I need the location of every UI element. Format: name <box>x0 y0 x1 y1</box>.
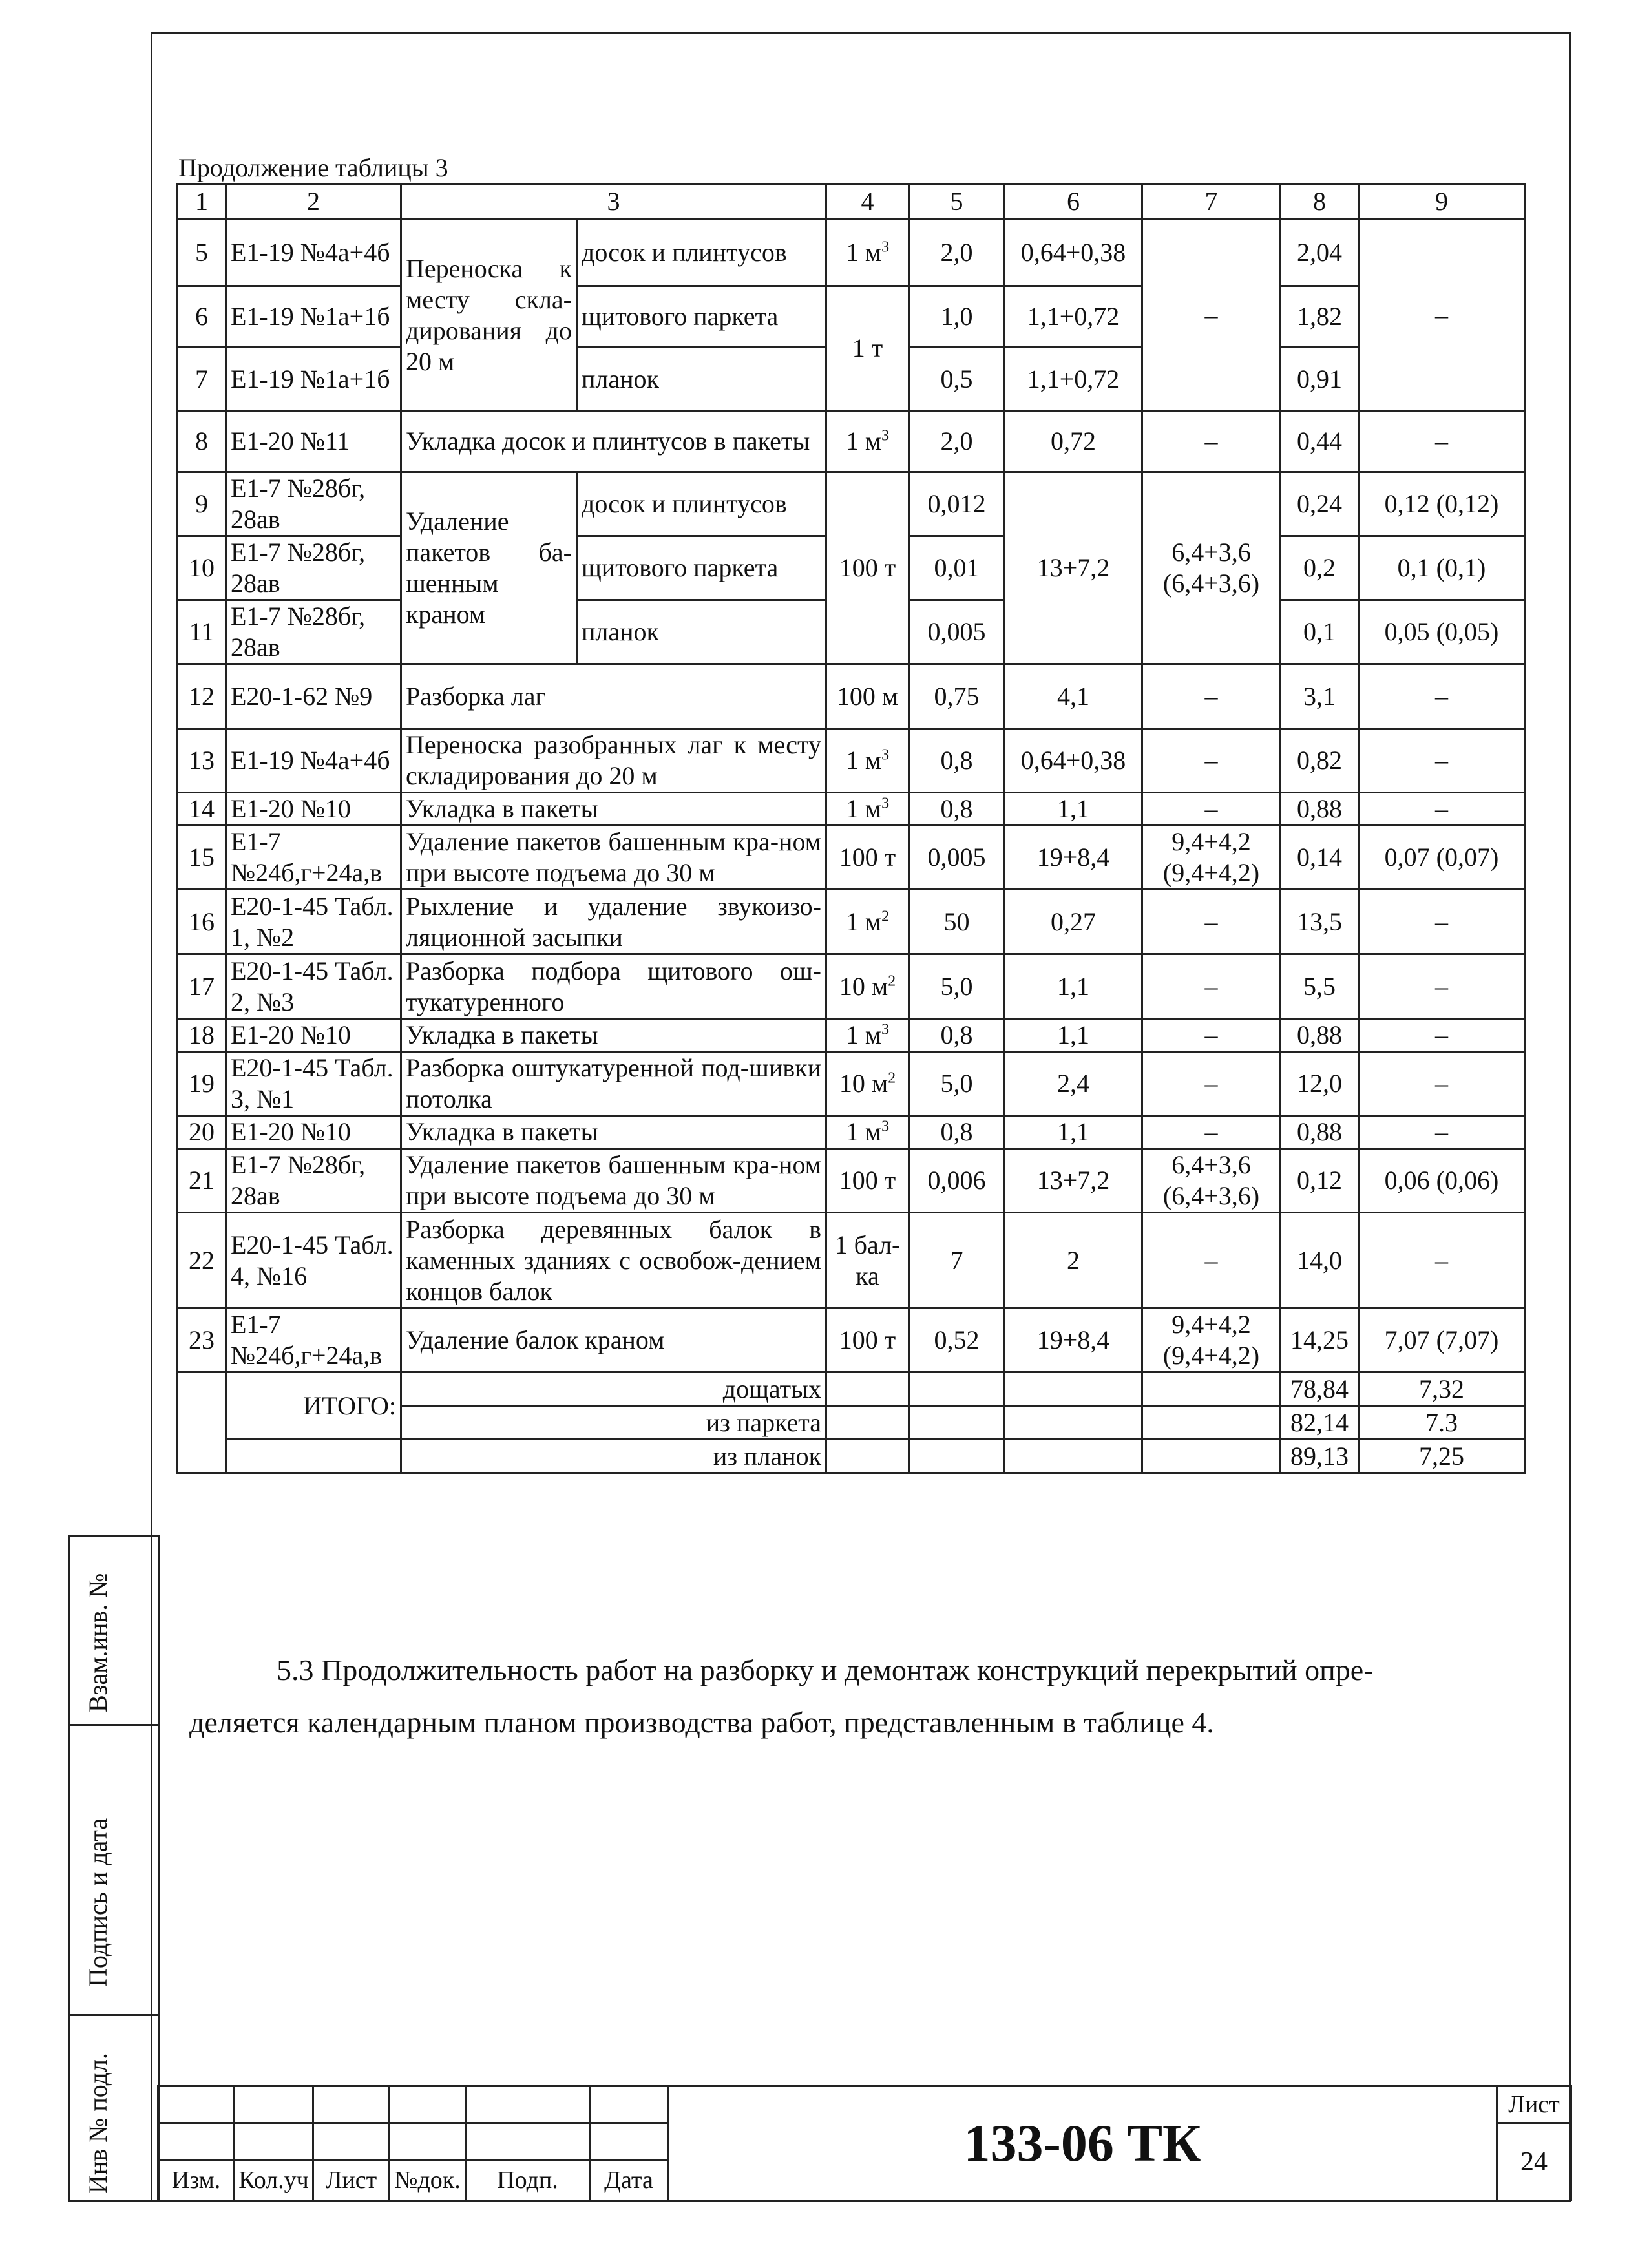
row-number: 5 <box>178 220 226 286</box>
quantity: 0,8 <box>909 1019 1005 1052</box>
machine-time: 6,4+3,6 (6,4+3,6) <box>1142 1149 1281 1213</box>
norm-code: Е1-7 №28бг, 28ав <box>226 1149 401 1213</box>
unit: 1 $м^3$ <box>826 729 909 793</box>
stamp-cell <box>590 2086 668 2123</box>
totals-labor: 89,13 <box>1281 1440 1359 1473</box>
norm-code: Е20-1-45 Табл. 2, №3 <box>226 954 401 1019</box>
norm-time: 0,72 <box>1005 411 1142 472</box>
machine-hours: – <box>1359 729 1525 793</box>
stamp-column-label: Дата <box>590 2160 668 2200</box>
stamp-cell <box>466 2123 590 2160</box>
machine-time: 9,4+4,2 (9,4+4,2) <box>1142 1308 1281 1372</box>
quantity: 7 <box>909 1213 1005 1308</box>
norm-time: 1,1+0,72 <box>1005 348 1142 411</box>
labor-cost: 14,25 <box>1281 1308 1359 1372</box>
quantity: 0,012 <box>909 472 1005 536</box>
unit: 1 $м^3$ <box>826 220 909 286</box>
paragraph-line-2: деляется календарным планом производства работ, представленным в таблице 4. <box>189 1705 1214 1739</box>
row-number: 8 <box>178 411 226 472</box>
table-row <box>178 220 1525 286</box>
column-header: 6 <box>1005 184 1142 220</box>
row-number: 12 <box>178 664 226 729</box>
row-number: 16 <box>178 890 226 954</box>
works-table <box>176 183 1526 1474</box>
norm-code: Е20-1-45 Табл. 3, №1 <box>226 1052 401 1116</box>
totals-name: из паркета <box>401 1406 826 1440</box>
labor-cost: 3,1 <box>1281 664 1359 729</box>
labor-cost: 13,5 <box>1281 890 1359 954</box>
table-row <box>178 286 1525 348</box>
machine-time: – <box>1142 664 1281 729</box>
unit: 1 $м^2$ <box>826 890 909 954</box>
machine-time: – <box>1142 793 1281 826</box>
machine-hours: 0,06 (0,06) <box>1359 1149 1525 1213</box>
column-header: 2 <box>226 184 401 220</box>
column-header: 4 <box>826 184 909 220</box>
row-number: 19 <box>178 1052 226 1116</box>
totals-labor: 78,84 <box>1281 1372 1359 1406</box>
table-row <box>178 1149 1525 1213</box>
norm-time: 1,1 <box>1005 1019 1142 1052</box>
table-cell <box>1005 1406 1142 1440</box>
work-description: Разборка деревянных балок в каменных зданиях с освобож-дением концов балок <box>401 1213 826 1308</box>
machine-time: – <box>1142 890 1281 954</box>
quantity: 0,75 <box>909 664 1005 729</box>
work-description: Переноска к месту скла-дирования до 20 м <box>401 220 577 411</box>
column-header: 1 <box>178 184 226 220</box>
machine-hours: – <box>1359 411 1525 472</box>
table-row <box>178 954 1525 1019</box>
row-number: 7 <box>178 348 226 411</box>
machine-hours: – <box>1359 1213 1525 1308</box>
quantity: 0,005 <box>909 826 1005 890</box>
work-description: Удаление пакетов башенным кра-ном при высоте подъема до 30 м <box>401 1149 826 1213</box>
quantity: 0,8 <box>909 729 1005 793</box>
side-label-podpis: Подпись и дата <box>83 1818 112 1987</box>
norm-code: Е1-20 №10 <box>226 1116 401 1149</box>
quantity: 0,006 <box>909 1149 1005 1213</box>
quantity: 5,0 <box>909 1052 1005 1116</box>
table-row <box>178 1213 1525 1308</box>
row-number: 11 <box>178 600 226 664</box>
work-subitem: досок и плинтусов <box>577 220 826 286</box>
table-row <box>178 890 1525 954</box>
table-row <box>178 411 1525 472</box>
quantity: 1,0 <box>909 286 1005 348</box>
stamp-cell <box>158 2086 235 2123</box>
quantity: 0,52 <box>909 1308 1005 1372</box>
labor-cost: 0,88 <box>1281 793 1359 826</box>
labor-cost: 1,82 <box>1281 286 1359 348</box>
stamp-cell <box>390 2123 466 2160</box>
machine-hours: 0,1 (0,1) <box>1359 536 1525 600</box>
unit: 1 бал-ка <box>826 1213 909 1308</box>
row-number: 22 <box>178 1213 226 1308</box>
labor-cost: 0,91 <box>1281 348 1359 411</box>
machine-hours: 0,12 (0,12) <box>1359 472 1525 536</box>
row-number: 20 <box>178 1116 226 1149</box>
work-description: Переноска разобранных лаг к месту складирования до 20 м <box>401 729 826 793</box>
title-block <box>157 2085 1572 2201</box>
table-cell <box>1142 1406 1281 1440</box>
quantity: 2,0 <box>909 411 1005 472</box>
table-caption: Продолжение таблицы 3 <box>178 153 448 182</box>
machine-hours: – <box>1359 1052 1525 1116</box>
column-header: 9 <box>1359 184 1525 220</box>
table-cell <box>909 1406 1005 1440</box>
stamp-cell <box>235 2086 313 2123</box>
row-number: 18 <box>178 1019 226 1052</box>
work-subitem: щитового паркета <box>577 286 826 348</box>
machine-time: 6,4+3,6 (6,4+3,6) <box>1142 472 1281 664</box>
norm-code: Е1-7 №28бг, 28ав <box>226 600 401 664</box>
norm-time: 0,64+0,38 <box>1005 729 1142 793</box>
stamp-cell <box>313 2123 390 2160</box>
quantity: 0,5 <box>909 348 1005 411</box>
totals-machine-hours: 7,32 <box>1359 1372 1525 1406</box>
stamp-cell <box>590 2123 668 2160</box>
totals-name: дощатых <box>401 1372 826 1406</box>
row-number: 13 <box>178 729 226 793</box>
unit: 1 $м^3$ <box>826 1019 909 1052</box>
column-header: 5 <box>909 184 1005 220</box>
totals-name: из планок <box>401 1440 826 1473</box>
machine-hours: 7,07 (7,07) <box>1359 1308 1525 1372</box>
totals-labor: 82,14 <box>1281 1406 1359 1440</box>
machine-hours: – <box>1359 664 1525 729</box>
totals-label: ИТОГО: <box>226 1372 401 1440</box>
unit: 100 т <box>826 826 909 890</box>
labor-cost: 14,0 <box>1281 1213 1359 1308</box>
row-number: 23 <box>178 1308 226 1372</box>
machine-time: – <box>1142 220 1281 411</box>
norm-time: 4,1 <box>1005 664 1142 729</box>
row-number: 15 <box>178 826 226 890</box>
side-divider-1 <box>68 1724 160 1726</box>
norm-time: 0,64+0,38 <box>1005 220 1142 286</box>
labor-cost: 0,14 <box>1281 826 1359 890</box>
norm-time: 1,1 <box>1005 793 1142 826</box>
table-row <box>178 1019 1525 1052</box>
labor-cost: 0,24 <box>1281 472 1359 536</box>
quantity: 50 <box>909 890 1005 954</box>
quantity: 0,8 <box>909 1116 1005 1149</box>
table-cell <box>178 1372 226 1473</box>
labor-cost: 0,88 <box>1281 1019 1359 1052</box>
stamp-column-label: №док. <box>390 2160 466 2200</box>
norm-time: 19+8,4 <box>1005 1308 1142 1372</box>
norm-time: 0,27 <box>1005 890 1142 954</box>
machine-time: – <box>1142 954 1281 1019</box>
stamp-column-label: Кол.уч <box>235 2160 313 2200</box>
unit: 10 $м^2$ <box>826 954 909 1019</box>
work-subitem: щитового паркета <box>577 536 826 600</box>
work-description: Разборка подбора щитового ош-тукатуренного <box>401 954 826 1019</box>
side-divider-2 <box>68 2014 160 2016</box>
work-description: Укладка в пакеты <box>401 1116 826 1149</box>
labor-cost: 0,12 <box>1281 1149 1359 1213</box>
sheet-label: Лист <box>1497 2086 1571 2123</box>
work-description: Разборка оштукатуренной под-шивки потолка <box>401 1052 826 1116</box>
work-description: Разборка лаг <box>401 664 826 729</box>
unit: 100 м <box>826 664 909 729</box>
norm-code: Е20-1-62 №9 <box>226 664 401 729</box>
norm-code: Е20-1-45 Табл. 1, №2 <box>226 890 401 954</box>
labor-cost: 0,1 <box>1281 600 1359 664</box>
row-number: 21 <box>178 1149 226 1213</box>
machine-time: – <box>1142 1213 1281 1308</box>
table-row <box>178 1308 1525 1372</box>
unit: 100 т <box>826 1308 909 1372</box>
work-description: Удаление балок краном <box>401 1308 826 1372</box>
work-description: Удаление пакетов башенным кра-ном при высоте подъема до 30 м <box>401 826 826 890</box>
paragraph-line-1: 5.3 Продолжительность работ на разборку и демонтаж конструкций перекрытий опре- <box>277 1654 1374 1686</box>
totals-row <box>178 1440 1525 1473</box>
table-cell <box>1005 1372 1142 1406</box>
table-row <box>178 1052 1525 1116</box>
unit: 100 т <box>826 472 909 664</box>
row-number: 10 <box>178 536 226 600</box>
labor-cost: 0,2 <box>1281 536 1359 600</box>
quantity: 0,005 <box>909 600 1005 664</box>
work-subitem: планок <box>577 600 826 664</box>
stamp-cell <box>235 2123 313 2160</box>
labor-cost: 0,44 <box>1281 411 1359 472</box>
norm-time: 1,1+0,72 <box>1005 286 1142 348</box>
machine-time: – <box>1142 1116 1281 1149</box>
machine-time: – <box>1142 1019 1281 1052</box>
machine-hours: 0,07 (0,07) <box>1359 826 1525 890</box>
table-row <box>178 826 1525 890</box>
row-number: 14 <box>178 793 226 826</box>
norm-code: Е20-1-45 Табл. 4, №16 <box>226 1213 401 1308</box>
document-code: 133-06 ТК <box>668 2086 1497 2201</box>
stamp-cell <box>158 2123 235 2160</box>
machine-time: – <box>1142 411 1281 472</box>
table-cell <box>1142 1372 1281 1406</box>
labor-cost: 5,5 <box>1281 954 1359 1019</box>
norm-code: Е1-20 №10 <box>226 793 401 826</box>
table-row <box>178 793 1525 826</box>
labor-cost: 12,0 <box>1281 1052 1359 1116</box>
norm-code: Е1-20 №11 <box>226 411 401 472</box>
unit: 1 т <box>826 286 909 411</box>
column-header: 3 <box>401 184 826 220</box>
unit: 1 $м^3$ <box>826 793 909 826</box>
labor-cost: 2,04 <box>1281 220 1359 286</box>
totals-machine-hours: 7,25 <box>1359 1440 1525 1473</box>
table-cell <box>1142 1440 1281 1473</box>
machine-time: 9,4+4,2 (9,4+4,2) <box>1142 826 1281 890</box>
norm-time: 1,1 <box>1005 1116 1142 1149</box>
side-label-vzam: Взам.инв. № <box>83 1573 112 1712</box>
machine-hours: 0,05 (0,05) <box>1359 600 1525 664</box>
quantity: 0,01 <box>909 536 1005 600</box>
norm-code: Е1-19 №1а+1б <box>226 286 401 348</box>
labor-cost: 0,82 <box>1281 729 1359 793</box>
norm-time: 1,1 <box>1005 954 1142 1019</box>
norm-code: Е1-19 №4а+4б <box>226 220 401 286</box>
work-description: Удаление пакетов ба-шенным краном <box>401 472 577 664</box>
machine-hours: – <box>1359 1019 1525 1052</box>
table-row <box>178 664 1525 729</box>
norm-code: Е1-7 №28бг, 28ав <box>226 536 401 600</box>
table-cell <box>909 1372 1005 1406</box>
stamp-column-label: Подп. <box>466 2160 590 2200</box>
table-cell <box>1005 1440 1142 1473</box>
table-cell <box>826 1406 909 1440</box>
table-row <box>178 1116 1525 1149</box>
work-description: Укладка в пакеты <box>401 793 826 826</box>
unit: 1 $м^3$ <box>826 411 909 472</box>
machine-hours: – <box>1359 1116 1525 1149</box>
totals-row <box>178 1372 1525 1406</box>
row-number: 9 <box>178 472 226 536</box>
work-description: Укладка в пакеты <box>401 1019 826 1052</box>
machine-hours: – <box>1359 890 1525 954</box>
unit: 1 $м^3$ <box>826 1116 909 1149</box>
sheet-number: 24 <box>1497 2123 1571 2201</box>
machine-hours: – <box>1359 793 1525 826</box>
totals-machine-hours: 7.3 <box>1359 1406 1525 1440</box>
side-label-inv: Инв № подл. <box>83 2053 112 2194</box>
norm-time: 2,4 <box>1005 1052 1142 1116</box>
stamp-cell <box>390 2086 466 2123</box>
stamp-cell <box>313 2086 390 2123</box>
norm-code: Е1-7 №28бг, 28ав <box>226 472 401 536</box>
quantity: 5,0 <box>909 954 1005 1019</box>
work-subitem: досок и плинтусов <box>577 472 826 536</box>
stamp-column-label: Лист <box>313 2160 390 2200</box>
norm-code: Е1-7 №24б,г+24а,в <box>226 1308 401 1372</box>
quantity: 2,0 <box>909 220 1005 286</box>
norm-code: Е1-7 №24б,г+24а,в <box>226 826 401 890</box>
norm-time: 13+7,2 <box>1005 472 1142 664</box>
machine-time: – <box>1142 1052 1281 1116</box>
norm-code: Е1-19 №4а+4б <box>226 729 401 793</box>
row-number: 6 <box>178 286 226 348</box>
machine-hours: – <box>1359 954 1525 1019</box>
table-cell <box>826 1440 909 1473</box>
norm-code: Е1-20 №10 <box>226 1019 401 1052</box>
machine-hours: – <box>1359 220 1525 411</box>
table-cell <box>909 1440 1005 1473</box>
table-row <box>178 472 1525 536</box>
work-description: Укладка досок и плинтусов в пакеты <box>401 411 826 472</box>
norm-code: Е1-19 №1а+1б <box>226 348 401 411</box>
column-header: 7 <box>1142 184 1281 220</box>
table-cell <box>826 1372 909 1406</box>
column-header: 8 <box>1281 184 1359 220</box>
unit: 10 $м^2$ <box>826 1052 909 1116</box>
norm-time: 13+7,2 <box>1005 1149 1142 1213</box>
machine-time: – <box>1142 729 1281 793</box>
norm-time: 19+8,4 <box>1005 826 1142 890</box>
stamp-column-label: Изм. <box>158 2160 235 2200</box>
table-cell <box>226 1440 401 1473</box>
work-description: Рыхление и удаление звукоизо-ляционной засыпки <box>401 890 826 954</box>
stamp-cell <box>466 2086 590 2123</box>
labor-cost: 0,88 <box>1281 1116 1359 1149</box>
work-subitem: планок <box>577 348 826 411</box>
row-number: 17 <box>178 954 226 1019</box>
norm-time: 2 <box>1005 1213 1142 1308</box>
table-row <box>178 729 1525 793</box>
unit: 100 т <box>826 1149 909 1213</box>
quantity: 0,8 <box>909 793 1005 826</box>
paragraph-5-3 <box>189 1644 1514 1748</box>
